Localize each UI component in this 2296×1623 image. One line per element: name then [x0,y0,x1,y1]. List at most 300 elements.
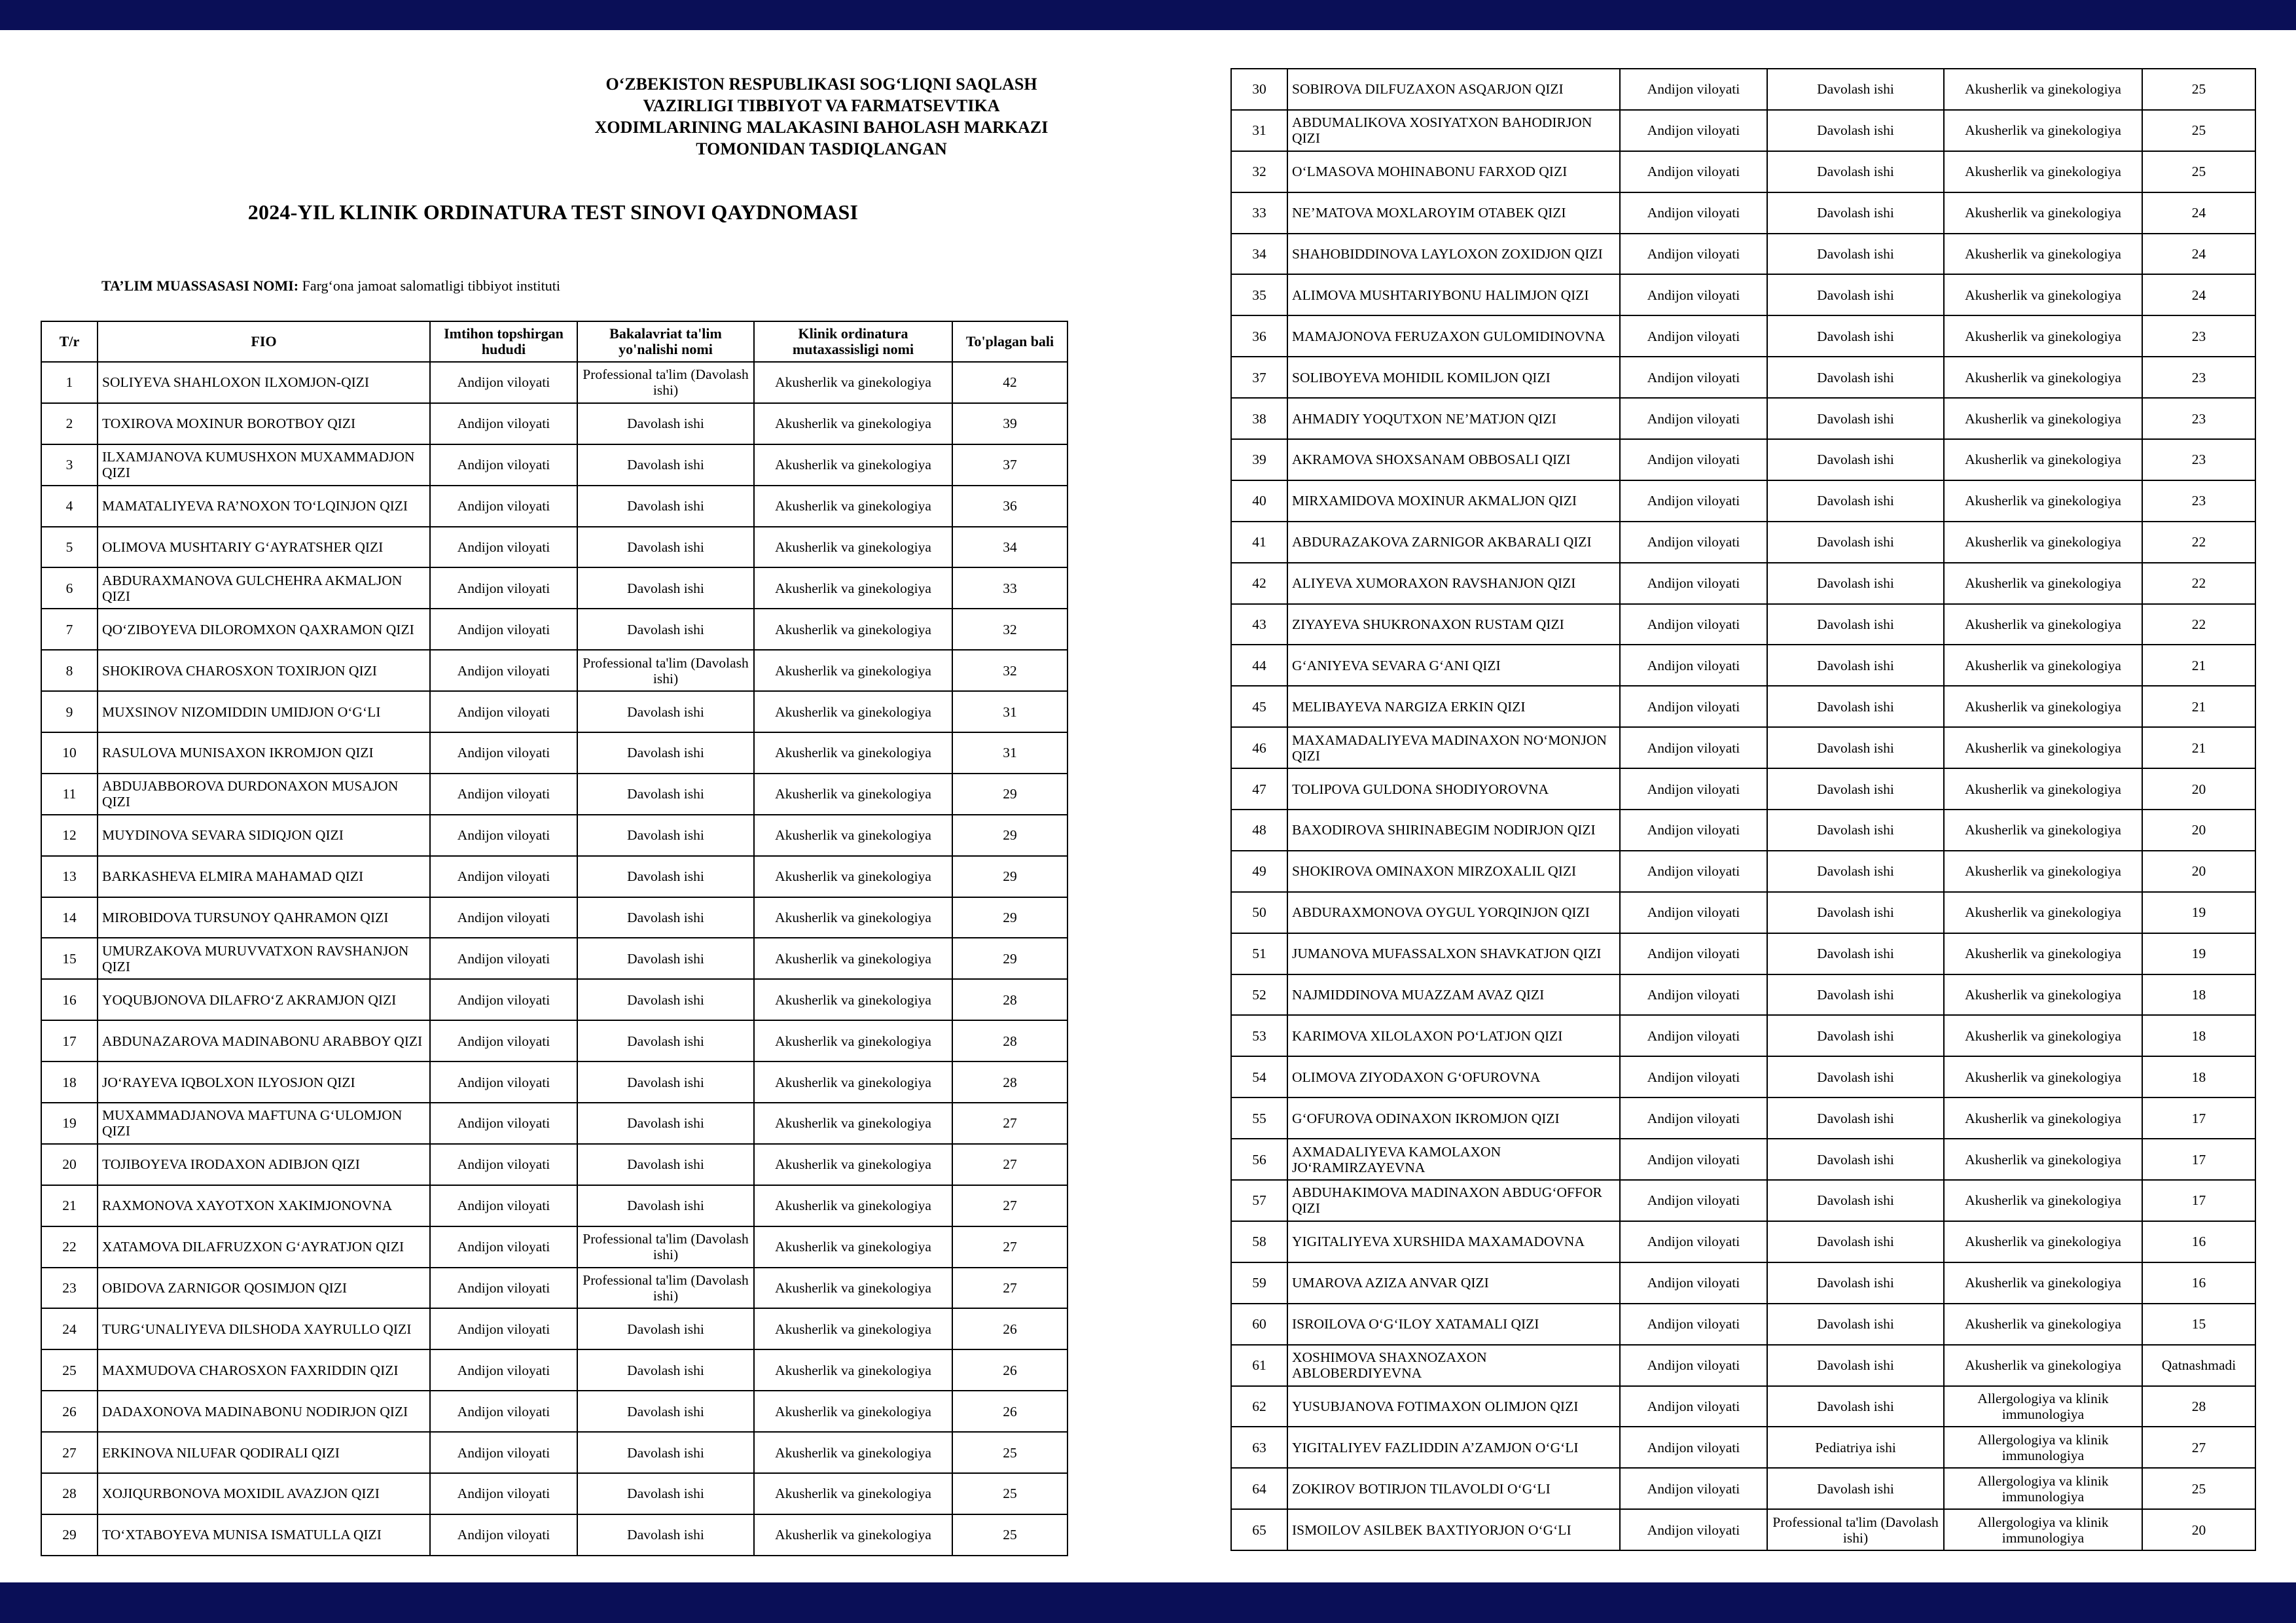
score: 31 [952,691,1067,732]
exam-region: Andijon viloyati [430,567,577,609]
bachelor-direction: Davolash ishi [577,1103,754,1144]
student-name: ZIYAYEVA SHUKRONAXON RUSTAM QIZI [1287,604,1620,645]
score: 20 [2142,1509,2255,1550]
score: 25 [952,1473,1067,1514]
table-row [1231,851,2255,892]
bachelor-direction: Davolash ishi [577,1432,754,1473]
table-row [41,1391,1067,1432]
residency-specialty: Akusherlik va ginekologiya [754,1226,952,1268]
student-name: ABDUHAKIMOVA MADINAXON ABDUG‘OFFOR QIZI [1287,1180,1620,1221]
bachelor-direction: Davolash ishi [1767,1221,1944,1262]
student-name: DADAXONOVA MADINABONU NODIRJON QIZI [98,1391,430,1432]
exam-region: Andijon viloyati [1620,686,1767,727]
table-row [41,486,1067,527]
score: 29 [952,897,1067,938]
bachelor-direction: Davolash ishi [1767,892,1944,933]
bachelor-direction: Davolash ishi [1767,1015,1944,1056]
score: 21 [2142,686,2255,727]
student-name: KARIMOVA XILOLAXON PO‘LATJON QIZI [1287,1015,1620,1056]
table-row [41,691,1067,732]
table-row [41,609,1067,650]
residency-specialty: Akusherlik va ginekologiya [1944,768,2142,810]
table-row [41,774,1067,815]
residency-specialty: Akusherlik va ginekologiya [754,609,952,650]
table-row [1231,810,2255,851]
student-name: MAXMUDOVA CHAROSXON FAXRIDDIN QIZI [98,1349,430,1391]
exam-region: Andijon viloyati [1620,1509,1767,1550]
score: 25 [2142,151,2255,192]
row-number: 65 [1231,1509,1287,1550]
student-name: NE’MATOVA MOXLAROYIM OTABEK QIZI [1287,192,1620,234]
student-name: OBIDOVA ZARNIGOR QOSIMJON QIZI [98,1268,430,1309]
bachelor-direction: Davolash ishi [577,815,754,856]
exam-region: Andijon viloyati [430,1473,577,1514]
bachelor-direction: Davolash ishi [577,1020,754,1061]
row-number: 14 [41,897,98,938]
row-number: 17 [41,1020,98,1061]
student-name: YUSUBJANOVA FOTIMAXON OLIMJON QIZI [1287,1386,1620,1427]
row-number: 2 [41,403,98,444]
exam-region: Andijon viloyati [430,691,577,732]
bachelor-direction: Davolash ishi [577,897,754,938]
table-row [1231,1015,2255,1056]
exam-region: Andijon viloyati [1620,522,1767,563]
student-name: MELIBAYEVA NARGIZA ERKIN QIZI [1287,686,1620,727]
row-number: 18 [41,1061,98,1103]
score: 17 [2142,1180,2255,1221]
exam-region: Andijon viloyati [1620,810,1767,851]
residency-specialty: Akusherlik va ginekologiya [754,897,952,938]
score: 42 [952,362,1067,403]
student-name: MUYDINOVA SEVARA SIDIQJON QIZI [98,815,430,856]
row-number: 36 [1231,315,1287,357]
residency-specialty: Akusherlik va ginekologiya [754,567,952,609]
score: 20 [2142,851,2255,892]
bachelor-direction: Professional ta'lim (Davolash ishi) [1767,1509,1944,1550]
bachelor-direction: Davolash ishi [577,691,754,732]
score: 18 [2142,1015,2255,1056]
table-row [1231,110,2255,151]
col-header-residency-specialty: Klinik ordinatura mutaxassisligi nomi [754,321,952,362]
exam-region: Andijon viloyati [1620,357,1767,398]
score: 22 [2142,604,2255,645]
student-name: ALIMOVA MUSHTARIYBONU HALIMJON QIZI [1287,274,1620,315]
col-header-number: T/r [41,321,98,362]
col-header-bachelor-direction: Bakalavriat ta'lim yo'nalishi nomi [577,321,754,362]
exam-region: Andijon viloyati [1620,892,1767,933]
residency-specialty: Akusherlik va ginekologiya [754,1514,952,1556]
table-row [1231,315,2255,357]
row-number: 1 [41,362,98,403]
table-row [1231,1345,2255,1386]
residency-specialty: Akusherlik va ginekologiya [1944,974,2142,1016]
score: 23 [2142,315,2255,357]
row-number: 24 [41,1308,98,1349]
bachelor-direction: Davolash ishi [1767,110,1944,151]
residency-specialty: Akusherlik va ginekologiya [1944,234,2142,275]
table-row [1231,686,2255,727]
student-name: UMAROVA AZIZA ANVAR QIZI [1287,1262,1620,1304]
table-row [41,979,1067,1020]
residency-specialty: Akusherlik va ginekologiya [1944,315,2142,357]
student-name: BAXODIROVA SHIRINABEGIM NODIRJON QIZI [1287,810,1620,851]
bachelor-direction: Davolash ishi [1767,192,1944,234]
score: 32 [952,609,1067,650]
col-header-name: FIO [98,321,430,362]
table-row [41,1185,1067,1226]
exam-region: Andijon viloyati [1620,439,1767,480]
table-row [1231,604,2255,645]
row-number: 21 [41,1185,98,1226]
bachelor-direction: Davolash ishi [1767,439,1944,480]
table-row [1231,1304,2255,1345]
table-row [41,1349,1067,1391]
score: 26 [952,1349,1067,1391]
student-name: MIRXAMIDOVA MOXINUR AKMALJON QIZI [1287,480,1620,522]
bachelor-direction: Professional ta'lim (Davolash ishi) [577,362,754,403]
residency-specialty: Akusherlik va ginekologiya [754,1185,952,1226]
row-number: 46 [1231,727,1287,768]
residency-specialty: Akusherlik va ginekologiya [754,774,952,815]
student-name: ABDUNAZAROVA MADINABONU ARABBOY QIZI [98,1020,430,1061]
score: 22 [2142,563,2255,604]
row-number: 30 [1231,69,1287,110]
ministry-approval-header [560,73,1083,160]
residency-specialty: Akusherlik va ginekologiya [754,1020,952,1061]
student-name: G‘OFUROVA ODINAXON IKROMJON QIZI [1287,1097,1620,1139]
table-row [41,732,1067,774]
residency-specialty: Akusherlik va ginekologiya [1944,480,2142,522]
row-number: 31 [1231,110,1287,151]
residency-specialty: Akusherlik va ginekologiya [1944,727,2142,768]
student-name: ABDURAXMANOVA GULCHEHRA AKMALJON QIZI [98,567,430,609]
table-row [1231,234,2255,275]
residency-specialty: Akusherlik va ginekologiya [1944,851,2142,892]
exam-region: Andijon viloyati [1620,933,1767,974]
table-row [1231,1221,2255,1262]
row-number: 56 [1231,1139,1287,1180]
results-table-left [41,321,1068,1556]
document-title: 2024-YIL KLINIK ORDINATURA TEST SINOVI QAYDNOMASI [247,200,859,224]
bachelor-direction: Davolash ishi [1767,69,1944,110]
row-number: 50 [1231,892,1287,933]
table-row [41,897,1067,938]
residency-specialty: Akusherlik va ginekologiya [754,362,952,403]
bachelor-direction: Davolash ishi [1767,1097,1944,1139]
bachelor-direction: Davolash ishi [577,1144,754,1185]
table-row [1231,1056,2255,1097]
bachelor-direction: Davolash ishi [1767,1345,1944,1386]
table-row [1231,645,2255,686]
table-row [1231,1427,2255,1468]
bachelor-direction: Davolash ishi [1767,727,1944,768]
residency-specialty: Akusherlik va ginekologiya [754,527,952,568]
score: 17 [2142,1139,2255,1180]
row-number: 61 [1231,1345,1287,1386]
student-name: JUMANOVA MUFASSALXON SHAVKATJON QIZI [1287,933,1620,974]
residency-specialty: Akusherlik va ginekologiya [754,1308,952,1349]
score: 32 [952,650,1067,691]
residency-specialty: Akusherlik va ginekologiya [754,403,952,444]
residency-specialty: Akusherlik va ginekologiya [1944,1304,2142,1345]
residency-specialty: Allergologiya va klinik immunologiya [1944,1468,2142,1509]
table-row [41,1308,1067,1349]
bachelor-direction: Davolash ishi [1767,974,1944,1016]
bachelor-direction: Davolash ishi [577,567,754,609]
bachelor-direction: Davolash ishi [1767,151,1944,192]
row-number: 51 [1231,933,1287,974]
student-name: SHOKIROVA CHAROSXON TOXIRJON QIZI [98,650,430,691]
student-name: OLIMOVA ZIYODAXON G‘OFUROVNA [1287,1056,1620,1097]
residency-specialty: Akusherlik va ginekologiya [1944,151,2142,192]
residency-specialty: Akusherlik va ginekologiya [754,732,952,774]
student-name: O‘LMASOVA MOHINABONU FARXOD QIZI [1287,151,1620,192]
residency-specialty: Akusherlik va ginekologiya [1944,933,2142,974]
ministry-line: O‘ZBEKISTON RESPUBLIKASI SOG‘LIQNI SAQLASH [605,75,1037,94]
exam-region: Andijon viloyati [430,444,577,486]
bachelor-direction: Davolash ishi [577,1308,754,1349]
exam-region: Andijon viloyati [1620,110,1767,151]
score: 21 [2142,727,2255,768]
bachelor-direction: Davolash ishi [577,732,754,774]
score: 16 [2142,1262,2255,1304]
residency-specialty: Akusherlik va ginekologiya [1944,192,2142,234]
residency-specialty: Akusherlik va ginekologiya [754,1349,952,1391]
row-number: 33 [1231,192,1287,234]
exam-region: Andijon viloyati [1620,768,1767,810]
table-row [1231,768,2255,810]
table-row [1231,69,2255,110]
exam-region: Andijon viloyati [430,732,577,774]
student-name: ISMOILOV ASILBEK BAXTIYORJON O‘G‘LI [1287,1509,1620,1550]
bachelor-direction: Davolash ishi [1767,315,1944,357]
residency-specialty: Akusherlik va ginekologiya [754,691,952,732]
exam-region: Andijon viloyati [430,1432,577,1473]
student-name: ISROILOVA O‘G‘ILOY XATAMALI QIZI [1287,1304,1620,1345]
table-row [41,1144,1067,1185]
exam-region: Andijon viloyati [1620,192,1767,234]
bachelor-direction: Davolash ishi [1767,1386,1944,1427]
table-row [1231,439,2255,480]
student-name: XOJIQURBONOVA MOXIDIL AVAZJON QIZI [98,1473,430,1514]
score: 28 [952,1020,1067,1061]
row-number: 49 [1231,851,1287,892]
exam-region: Andijon viloyati [1620,1056,1767,1097]
exam-region: Andijon viloyati [1620,398,1767,439]
score: 29 [952,938,1067,979]
score: 20 [2142,810,2255,851]
table-row [41,1514,1067,1556]
residency-specialty: Akusherlik va ginekologiya [1944,1056,2142,1097]
student-name: MUXSINOV NIZOMIDDIN UMIDJON O‘G‘LI [98,691,430,732]
bachelor-direction: Davolash ishi [1767,274,1944,315]
student-name: RASULOVA MUNISAXON IKROMJON QIZI [98,732,430,774]
table-row [41,650,1067,691]
student-name: UMURZAKOVA MURUVVATXON RAVSHANJON QIZI [98,938,430,979]
bachelor-direction: Professional ta'lim (Davolash ishi) [577,650,754,691]
row-number: 60 [1231,1304,1287,1345]
residency-specialty: Akusherlik va ginekologiya [1944,563,2142,604]
score: 23 [2142,439,2255,480]
exam-region: Andijon viloyati [1620,563,1767,604]
row-number: 54 [1231,1056,1287,1097]
bachelor-direction: Davolash ishi [577,1349,754,1391]
score: 39 [952,403,1067,444]
student-name: YOQUBJONOVA DILAFRO‘Z AKRAMJON QIZI [98,979,430,1020]
table-row [1231,192,2255,234]
row-number: 11 [41,774,98,815]
student-name: JO‘RAYEVA IQBOLXON ILYOSJON QIZI [98,1061,430,1103]
exam-region: Andijon viloyati [430,1103,577,1144]
row-number: 55 [1231,1097,1287,1139]
table-row [1231,151,2255,192]
score: 15 [2142,1304,2255,1345]
institution-label: TA’LIM MUASSASASI NOMI: [101,277,299,294]
row-number: 57 [1231,1180,1287,1221]
score: 28 [952,1061,1067,1103]
bachelor-direction: Davolash ishi [1767,1468,1944,1509]
row-number: 23 [41,1268,98,1309]
score: 23 [2142,357,2255,398]
table-row [41,444,1067,486]
student-name: TOXIROVA MOXINUR BOROTBOY QIZI [98,403,430,444]
exam-region: Andijon viloyati [1620,851,1767,892]
residency-specialty: Allergologiya va klinik immunologiya [1944,1509,2142,1550]
score: 23 [2142,480,2255,522]
row-number: 47 [1231,768,1287,810]
row-number: 35 [1231,274,1287,315]
bachelor-direction: Davolash ishi [1767,522,1944,563]
top-band [0,0,2296,30]
row-number: 37 [1231,357,1287,398]
residency-specialty: Akusherlik va ginekologiya [754,856,952,897]
table-row [1231,1097,2255,1139]
exam-region: Andijon viloyati [1620,1345,1767,1386]
col-header-score: To'plagan bali [952,321,1067,362]
student-name: OLIMOVA MUSHTARIY G‘AYRATSHER QIZI [98,527,430,568]
bachelor-direction: Davolash ishi [1767,563,1944,604]
row-number: 48 [1231,810,1287,851]
score: 27 [2142,1427,2255,1468]
residency-specialty: Allergologiya va klinik immunologiya [1944,1427,2142,1468]
exam-region: Andijon viloyati [1620,604,1767,645]
residency-specialty: Akusherlik va ginekologiya [754,815,952,856]
student-name: SOLIBOYEVA MOHIDIL KOMILJON QIZI [1287,357,1620,398]
row-number: 39 [1231,439,1287,480]
residency-specialty: Akusherlik va ginekologiya [1944,686,2142,727]
residency-specialty: Akusherlik va ginekologiya [1944,604,2142,645]
student-name: ALIYEVA XUMORAXON RAVSHANJON QIZI [1287,563,1620,604]
bachelor-direction: Davolash ishi [577,527,754,568]
score: Qatnashmadi [2142,1345,2255,1386]
exam-region: Andijon viloyati [430,815,577,856]
bachelor-direction: Davolash ishi [1767,1262,1944,1304]
bachelor-direction: Davolash ishi [1767,234,1944,275]
bachelor-direction: Davolash ishi [1767,768,1944,810]
row-number: 28 [41,1473,98,1514]
row-number: 59 [1231,1262,1287,1304]
student-name: ERKINOVA NILUFAR QODIRALI QIZI [98,1432,430,1473]
row-number: 29 [41,1514,98,1556]
row-number: 15 [41,938,98,979]
exam-region: Andijon viloyati [1620,974,1767,1016]
residency-specialty: Akusherlik va ginekologiya [1944,357,2142,398]
score: 25 [2142,1468,2255,1509]
score: 29 [952,856,1067,897]
bachelor-direction: Professional ta'lim (Davolash ishi) [577,1268,754,1309]
table-row [41,1103,1067,1144]
bachelor-direction: Davolash ishi [577,609,754,650]
bachelor-direction: Davolash ishi [1767,851,1944,892]
exam-region: Andijon viloyati [430,1391,577,1432]
ministry-line: XODIMLARINING MALAKASINI BAHOLASH MARKAZI [594,118,1049,137]
student-name: SHOKIROVA OMINAXON MIRZOXALIL QIZI [1287,851,1620,892]
student-name: MAMATALIYEVA RA’NOXON TO‘LQINJON QIZI [98,486,430,527]
residency-specialty: Akusherlik va ginekologiya [754,1061,952,1103]
exam-region: Andijon viloyati [430,650,577,691]
exam-region: Andijon viloyati [430,1268,577,1309]
bachelor-direction: Davolash ishi [577,938,754,979]
bachelor-direction: Davolash ishi [577,1391,754,1432]
student-name: AXMADALIYEVA KAMOLAXON JO‘RAMIRZAYEVNA [1287,1139,1620,1180]
score: 27 [952,1268,1067,1309]
exam-region: Andijon viloyati [430,1144,577,1185]
student-name: TURG‘UNALIYEVA DILSHODA XAYRULLO QIZI [98,1308,430,1349]
score: 31 [952,732,1067,774]
exam-region: Andijon viloyati [1620,1262,1767,1304]
table-row [1231,480,2255,522]
residency-specialty: Akusherlik va ginekologiya [754,1144,952,1185]
score: 26 [952,1308,1067,1349]
residency-specialty: Allergologiya va klinik immunologiya [1944,1386,2142,1427]
exam-region: Andijon viloyati [430,1185,577,1226]
student-name: TOLIPOVA GULDONA SHODIYOROVNA [1287,768,1620,810]
student-name: MUXAMMADJANOVA MAFTUNA G‘ULOMJON QIZI [98,1103,430,1144]
row-number: 26 [41,1391,98,1432]
row-number: 38 [1231,398,1287,439]
residency-specialty: Akusherlik va ginekologiya [1944,398,2142,439]
exam-region: Andijon viloyati [430,897,577,938]
student-name: YIGITALIYEV FAZLIDDIN A’ZAMJON O‘G‘LI [1287,1427,1620,1468]
bachelor-direction: Davolash ishi [1767,1304,1944,1345]
score: 16 [2142,1221,2255,1262]
score: 25 [952,1514,1067,1556]
score: 28 [952,979,1067,1020]
row-number: 5 [41,527,98,568]
residency-specialty: Akusherlik va ginekologiya [754,1473,952,1514]
exam-region: Andijon viloyati [1620,1304,1767,1345]
bachelor-direction: Davolash ishi [577,856,754,897]
table-row [1231,1262,2255,1304]
exam-region: Andijon viloyati [1620,1386,1767,1427]
exam-region: Andijon viloyati [430,938,577,979]
residency-specialty: Akusherlik va ginekologiya [1944,110,2142,151]
row-number: 58 [1231,1221,1287,1262]
score: 24 [2142,192,2255,234]
results-table-right [1230,68,2256,1551]
table-row [1231,357,2255,398]
student-name: MAXAMADALIYEVA MADINAXON NO‘MONJON QIZI [1287,727,1620,768]
row-number: 27 [41,1432,98,1473]
score: 36 [952,486,1067,527]
exam-region: Andijon viloyati [1620,234,1767,275]
residency-specialty: Akusherlik va ginekologiya [754,486,952,527]
score: 23 [2142,398,2255,439]
score: 18 [2142,1056,2255,1097]
row-number: 34 [1231,234,1287,275]
table-row [1231,1468,2255,1509]
bachelor-direction: Davolash ishi [1767,604,1944,645]
